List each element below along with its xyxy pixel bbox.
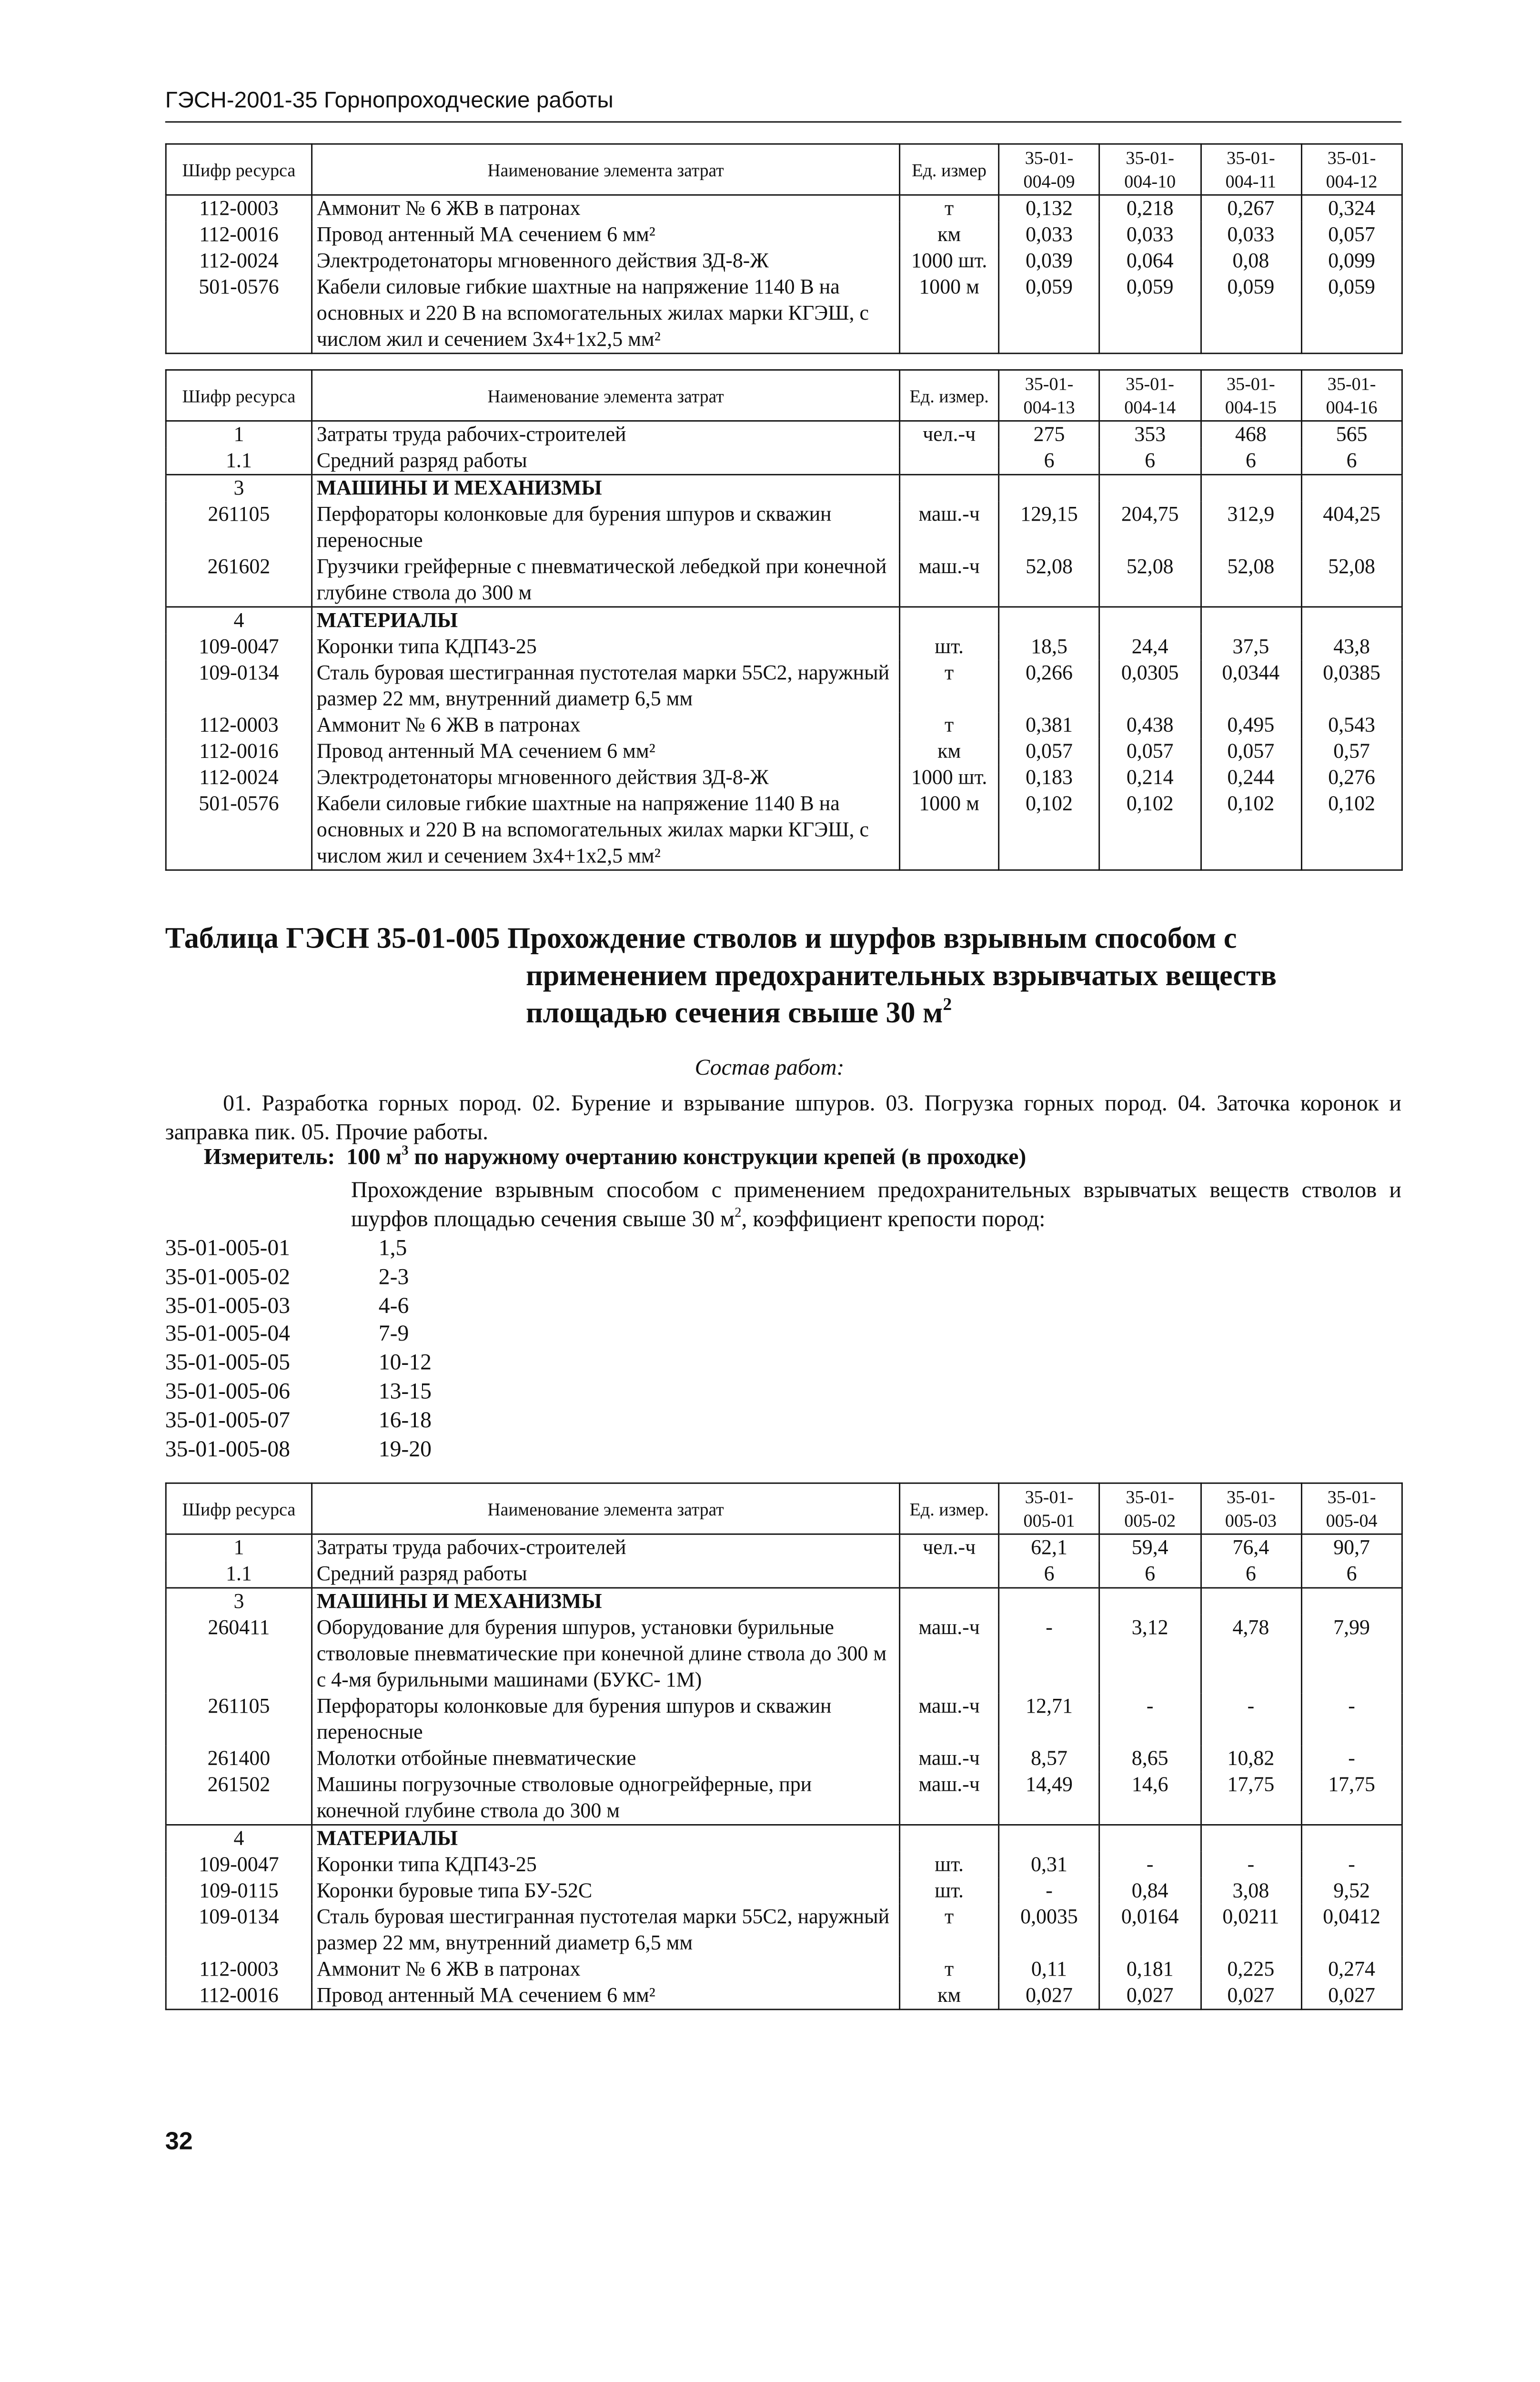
resource-value: - [1200, 1852, 1301, 1878]
resource-code: 261502 [166, 1772, 312, 1825]
resource-value: 0,0412 [1301, 1904, 1402, 1957]
table-row [166, 448, 1402, 474]
resource-code: 3 [166, 1588, 312, 1615]
resource-unit [900, 448, 999, 474]
resource-value: 6 [1301, 1561, 1402, 1588]
resource-unit: км [900, 222, 999, 248]
resource-value: 0,102 [999, 791, 1100, 870]
resource-name: Оборудование для бурения шпуров, установки бурильные стволовые пневматические при конечной длине ствола до 300 м с 4-мя бурильными машинами (БУКС- 1М) [312, 1615, 900, 1693]
resource-name: Коронки типа КДП43-25 [312, 634, 900, 660]
resource-code: 261602 [166, 554, 312, 607]
col-header-variant: 35-01- 005-03 [1200, 1483, 1301, 1534]
resource-value: 312,9 [1200, 502, 1301, 554]
resource-unit: маш.-ч [900, 1772, 999, 1825]
table-row [166, 248, 1402, 274]
resource-table-1 [165, 143, 1403, 354]
col-header-variant: 35-01- 005-04 [1301, 1483, 1402, 1534]
table-row [166, 1588, 1402, 1615]
resource-value: 6 [1200, 448, 1301, 474]
resource-name: Затраты труда рабочих-строителей [312, 1534, 900, 1561]
resource-value: 8,57 [999, 1746, 1100, 1772]
resource-unit: т [900, 712, 999, 738]
table-row [166, 1746, 1402, 1772]
resource-code: 501-0576 [166, 791, 312, 870]
resource-value: - [999, 1878, 1100, 1904]
resource-name: Провод антенный МА сечением 6 мм² [312, 222, 900, 248]
col-header-variant: 35-01- 005-01 [999, 1483, 1100, 1534]
col-header-code: Шифр ресурса [166, 144, 312, 195]
table-row [166, 1693, 1402, 1746]
resource-value: 52,08 [1099, 554, 1200, 607]
table-row [166, 765, 1402, 791]
resource-value: 468 [1200, 421, 1301, 448]
works-list: 01. Разработка горных пород. 02. Бурение и взрывание шпуров. 03. Погрузка горных пород. 04. Заточка коронок и заправка пик. 05. Прочие работы. [165, 1090, 1402, 1145]
table-row [166, 791, 1402, 870]
resource-value: 0,276 [1301, 765, 1402, 791]
col-header-variant: 35-01- 004-13 [999, 370, 1100, 421]
resource-name: Кабели силовые гибкие шахтные на напряжение 1140 В на основных и 220 В на вспомогательных жилах марки КГЭШ, с числом жил и сечением 3х4+1х2,5 мм² [312, 274, 900, 353]
table-row [166, 274, 1402, 353]
resource-code: 109-0047 [166, 634, 312, 660]
resource-table-3 [165, 1483, 1403, 2010]
resource-value: 0,102 [1301, 791, 1402, 870]
variant-value: 4-6 [378, 1292, 409, 1318]
table-row [166, 222, 1402, 248]
resource-unit: маш.-ч [900, 554, 999, 607]
resource-name: Средний разряд работы [312, 1561, 900, 1588]
resource-value [1099, 474, 1200, 501]
table-row [166, 1878, 1402, 1904]
resource-value: 0,057 [1301, 222, 1402, 248]
table-row [166, 1957, 1402, 1983]
section-heading: МАШИНЫ И МЕХАНИЗМЫ [312, 1588, 900, 1615]
resource-name: Провод антенный МА сечением 6 мм² [312, 1983, 900, 2009]
resource-unit: т [900, 660, 999, 712]
table-body [166, 195, 1402, 353]
col-header-name: Наименование элемента затрат [312, 370, 900, 421]
variant-code: 35-01-005-05 [165, 1349, 291, 1375]
variant-row [165, 1406, 432, 1435]
table-row [166, 738, 1402, 765]
resource-unit: чел.-ч [900, 1534, 999, 1561]
resource-code: 3 [166, 474, 312, 501]
resource-name: Электродетонаторы мгновенного действия ЗД-8-Ж [312, 765, 900, 791]
variant-code: 35-01-005-06 [165, 1377, 291, 1404]
resource-name: Электродетонаторы мгновенного действия ЗД-8-Ж [312, 248, 900, 274]
resource-code: 501-0576 [166, 274, 312, 353]
resource-value [999, 1588, 1100, 1615]
resource-table-2 [165, 369, 1403, 871]
col-header-unit: Ед. измер [900, 144, 999, 195]
resource-value: 0,0344 [1200, 660, 1301, 712]
resource-value: 76,4 [1200, 1534, 1301, 1561]
resource-value: 52,08 [1301, 554, 1402, 607]
variant-value: 10-12 [378, 1349, 432, 1375]
section-title [165, 920, 1401, 1032]
variant-value: 2-3 [378, 1263, 409, 1290]
resource-value [1301, 607, 1402, 634]
resource-value: 404,25 [1301, 502, 1402, 554]
resource-code: 1.1 [166, 1561, 312, 1588]
table-body [166, 1534, 1402, 2009]
section-title-line: Таблица ГЭСН 35-01-005 Прохождение стволов и шурфов взрывным способом с [165, 921, 1237, 955]
resource-value: 0,033 [999, 222, 1100, 248]
variant-row [165, 1263, 432, 1292]
resource-value: 14,6 [1099, 1772, 1200, 1825]
variant-code: 35-01-005-08 [165, 1435, 291, 1462]
resource-name: Коронки типа КДП43-25 [312, 1852, 900, 1878]
resource-name: Аммонит № 6 ЖВ в патронах [312, 195, 900, 222]
resource-value: 59,4 [1099, 1534, 1200, 1561]
resource-value: 9,52 [1301, 1878, 1402, 1904]
col-header-variant: 35-01- 004-10 [1099, 144, 1200, 195]
resource-value: 62,1 [999, 1534, 1100, 1561]
resource-value: 0,84 [1099, 1878, 1200, 1904]
resource-unit: км [900, 738, 999, 765]
variant-code: 35-01-005-04 [165, 1320, 291, 1347]
resource-value: 52,08 [999, 554, 1100, 607]
resource-code: 112-0024 [166, 248, 312, 274]
col-header-code: Шифр ресурса [166, 370, 312, 421]
works-heading: Состав работ: [695, 1054, 845, 1080]
resource-value: 0,027 [1301, 1983, 1402, 2009]
resource-name: Средний разряд работы [312, 448, 900, 474]
resource-value: 7,99 [1301, 1615, 1402, 1693]
resource-value: 0,132 [999, 195, 1100, 222]
resource-value: 0,057 [1099, 738, 1200, 765]
resource-unit: шт. [900, 1852, 999, 1878]
resource-name: Кабели силовые гибкие шахтные на напряжение 1140 В на основных и 220 В на вспомогательных жилах марки КГЭШ, с числом жил и сечением 3х4+1х2,5 мм² [312, 791, 900, 870]
resource-unit [900, 1825, 999, 1851]
resource-unit [900, 1588, 999, 1615]
resource-value: 0,0164 [1099, 1904, 1200, 1957]
resource-value [1099, 607, 1200, 634]
resource-code: 261400 [166, 1746, 312, 1772]
table-row [166, 1825, 1402, 1851]
section-heading: МАТЕРИАЛЫ [312, 1825, 900, 1851]
resource-name: Провод антенный МА сечением 6 мм² [312, 738, 900, 765]
resource-unit: 1000 шт. [900, 765, 999, 791]
variants-description: Прохождение взрывным способом с применением предохранительных взрывчатых веществ стволов и шурфов площадью сечения свыше 30 $м^2$, коэффициент крепости пород: [351, 1176, 1402, 1232]
resource-code: 1.1 [166, 448, 312, 474]
section-title-line: применением предохранительных взрывчатых веществ [525, 959, 1277, 992]
resource-value: 0,324 [1301, 195, 1402, 222]
resource-value: 6 [1301, 448, 1402, 474]
resource-value [999, 1825, 1100, 1851]
col-header-unit: Ед. измер. [900, 1483, 999, 1534]
col-header-variant: 35-01- 004-15 [1200, 370, 1301, 421]
resource-value: 17,75 [1200, 1772, 1301, 1825]
resource-value: 0,059 [1301, 274, 1402, 353]
resource-value: 0,099 [1301, 248, 1402, 274]
resource-value: 0,0385 [1301, 660, 1402, 712]
resource-value: 6 [1099, 1561, 1200, 1588]
col-header-variant: 35-01- 004-14 [1099, 370, 1200, 421]
resource-value: 90,7 [1301, 1534, 1402, 1561]
resource-value [1301, 474, 1402, 501]
resource-name: Затраты труда рабочих-строителей [312, 421, 900, 448]
resource-value: 52,08 [1200, 554, 1301, 607]
resource-value: 0,102 [1200, 791, 1301, 870]
table-row [166, 1534, 1402, 1561]
resource-value [1200, 1825, 1301, 1851]
resource-value: 0,057 [999, 738, 1100, 765]
col-header-variant: 35-01- 004-11 [1200, 144, 1301, 195]
resource-unit: т [900, 1904, 999, 1957]
resource-value: 37,5 [1200, 634, 1301, 660]
resource-value: 0,0305 [1099, 660, 1200, 712]
table-row [166, 1852, 1402, 1878]
resource-value: 0,274 [1301, 1957, 1402, 1983]
resource-code: 4 [166, 1825, 312, 1851]
resource-value: 6 [999, 1561, 1100, 1588]
resource-unit: т [900, 1957, 999, 1983]
resource-unit: маш.-ч [900, 1615, 999, 1693]
resource-value: 12,71 [999, 1693, 1100, 1746]
resource-code: 112-0003 [166, 712, 312, 738]
resource-value: 0,244 [1200, 765, 1301, 791]
section-heading: МАШИНЫ И МЕХАНИЗМЫ [312, 474, 900, 501]
table-row [166, 1561, 1402, 1588]
resource-code: 112-0016 [166, 738, 312, 765]
table-row [166, 1983, 1402, 2009]
resource-unit: 1000 м [900, 274, 999, 353]
variant-code: 35-01-005-01 [165, 1234, 291, 1261]
resource-value: 0,543 [1301, 712, 1402, 738]
col-header-name: Наименование элемента затрат [312, 144, 900, 195]
resource-value: 0,059 [1200, 274, 1301, 353]
resource-value: 0,0035 [999, 1904, 1100, 1957]
resource-name: Сталь буровая шестигранная пустотелая марки 55С2, наружный размер 22 мм, внутренний диаметр 6,5 мм [312, 1904, 900, 1957]
table-row [166, 554, 1402, 607]
resource-value: - [1301, 1852, 1402, 1878]
resource-value: 4,78 [1200, 1615, 1301, 1693]
table-row [166, 712, 1402, 738]
variant-code: 35-01-005-07 [165, 1406, 291, 1433]
resource-name: Машины погрузочные стволовые одногрейферные, при конечной глубине ствола до 300 м [312, 1772, 900, 1825]
resource-code: 260411 [166, 1615, 312, 1693]
resource-unit: маш.-ч [900, 502, 999, 554]
variants-list [165, 1234, 432, 1464]
resource-value: 0,495 [1200, 712, 1301, 738]
resource-value: 24,4 [1099, 634, 1200, 660]
resource-code: 112-0016 [166, 222, 312, 248]
resource-code: 4 [166, 607, 312, 634]
resource-value: 0,027 [1200, 1983, 1301, 2009]
resource-value: 14,49 [999, 1772, 1100, 1825]
table-body [166, 421, 1402, 870]
resource-code: 112-0024 [166, 765, 312, 791]
resource-value: 0,0211 [1200, 1904, 1301, 1957]
resource-unit: 1000 шт. [900, 248, 999, 274]
resource-value: 0,183 [999, 765, 1100, 791]
resource-value: 0,214 [1099, 765, 1200, 791]
resource-value: 0,027 [1099, 1983, 1200, 2009]
col-header-unit: Ед. измер. [900, 370, 999, 421]
resource-code: 109-0115 [166, 1878, 312, 1904]
resource-name: Аммонит № 6 ЖВ в патронах [312, 712, 900, 738]
resource-value: 204,75 [1099, 502, 1200, 554]
resource-unit: 1000 м [900, 791, 999, 870]
resource-code: 112-0003 [166, 1957, 312, 1983]
resource-name: Перфораторы колонковые для бурения шпуров и скважин переносные [312, 502, 900, 554]
variant-row [165, 1321, 432, 1349]
resource-code: 112-0016 [166, 1983, 312, 2009]
resource-value: 0,57 [1301, 738, 1402, 765]
resource-value: 0,11 [999, 1957, 1100, 1983]
col-header-variant: 35-01- 004-09 [999, 144, 1100, 195]
page-number: 32 [165, 2127, 193, 2155]
resource-value [1301, 1825, 1402, 1851]
col-header-variant: 35-01- 004-16 [1301, 370, 1402, 421]
resource-value: - [1099, 1852, 1200, 1878]
variant-value: 1,5 [378, 1234, 407, 1261]
resource-value: 3,08 [1200, 1878, 1301, 1904]
resource-value: 0,057 [1200, 738, 1301, 765]
variant-row [165, 1378, 432, 1406]
resource-value: 6 [1099, 448, 1200, 474]
col-header-name: Наименование элемента затрат [312, 1483, 900, 1534]
table-row [166, 421, 1402, 448]
resource-value [1200, 1588, 1301, 1615]
resource-name: Молотки отбойные пневматические [312, 1746, 900, 1772]
resource-value: 353 [1099, 421, 1200, 448]
resource-name: Коронки буровые типа БУ-52С [312, 1878, 900, 1904]
resource-value: 0,267 [1200, 195, 1301, 222]
resource-name: Сталь буровая шестигранная пустотелая марки 55С2, наружный размер 22 мм, внутренний диаметр 6,5 мм [312, 660, 900, 712]
resource-unit: чел.-ч [900, 421, 999, 448]
resource-value: 10,82 [1200, 1746, 1301, 1772]
measure-unit: Измеритель: 100 $м^3$ по наружному очертанию конструкции крепей (в проходке) [203, 1143, 1027, 1170]
resource-value [1099, 1825, 1200, 1851]
resource-code: 261105 [166, 1693, 312, 1746]
table-row [166, 502, 1402, 554]
resource-code: 1 [166, 1534, 312, 1561]
table-row [166, 1772, 1402, 1825]
resource-value [1099, 1588, 1200, 1615]
resource-value [1200, 474, 1301, 501]
resource-code: 109-0134 [166, 1904, 312, 1957]
table-row [166, 634, 1402, 660]
table-row [166, 1615, 1402, 1693]
variant-value: 7-9 [378, 1320, 409, 1347]
col-header-variant: 35-01- 005-02 [1099, 1483, 1200, 1534]
resource-name: Грузчики грейферные с пневматической лебедкой при конечной глубине ствола до 300 м [312, 554, 900, 607]
resource-value: 0,033 [1200, 222, 1301, 248]
resource-name: Аммонит № 6 ЖВ в патронах [312, 1957, 900, 1983]
variant-row [165, 1349, 432, 1378]
table-row [166, 660, 1402, 712]
resource-code: 109-0134 [166, 660, 312, 712]
variant-row [165, 1292, 432, 1321]
resource-code: 112-0003 [166, 195, 312, 222]
resource-value: 0,102 [1099, 791, 1200, 870]
table-row [166, 1904, 1402, 1957]
resource-value: 18,5 [999, 634, 1100, 660]
resource-name: Перфораторы колонковые для бурения шпуров и скважин переносные [312, 1693, 900, 1746]
resource-unit: т [900, 195, 999, 222]
resource-value: 129,15 [999, 502, 1100, 554]
running-header: ГЭСН-2001-35 Горнопроходческие работы [165, 88, 614, 113]
resource-code: 109-0047 [166, 1852, 312, 1878]
section-heading: МАТЕРИАЛЫ [312, 607, 900, 634]
resource-value: 0,027 [999, 1983, 1100, 2009]
resource-value [1200, 607, 1301, 634]
col-header-variant: 35-01- 004-12 [1301, 144, 1402, 195]
variant-row [165, 1234, 432, 1263]
resource-value: 0,225 [1200, 1957, 1301, 1983]
resource-value: 0,218 [1099, 195, 1200, 222]
resource-value: 0,033 [1099, 222, 1200, 248]
resource-unit [900, 474, 999, 501]
resource-unit: шт. [900, 1878, 999, 1904]
resource-unit: маш.-ч [900, 1693, 999, 1746]
resource-value [999, 474, 1100, 501]
resource-value: - [999, 1615, 1100, 1693]
resource-value: 0,039 [999, 248, 1100, 274]
resource-unit [900, 607, 999, 634]
table-row [166, 474, 1402, 501]
resource-value: 43,8 [1301, 634, 1402, 660]
resource-value: 3,12 [1099, 1615, 1200, 1693]
variant-value: 19-20 [378, 1435, 432, 1462]
resource-value: - [1301, 1746, 1402, 1772]
resource-value: - [1099, 1693, 1200, 1746]
resource-unit: маш.-ч [900, 1746, 999, 1772]
resource-value: 6 [1200, 1561, 1301, 1588]
variant-value: 16-18 [378, 1406, 432, 1433]
section-title-line: площадью сечения свыше 30 $м^2$ [525, 994, 952, 1030]
resource-value: 0,064 [1099, 248, 1200, 274]
header-rule [165, 121, 1401, 122]
variant-code: 35-01-005-03 [165, 1292, 291, 1318]
resource-value: 8,65 [1099, 1746, 1200, 1772]
resource-unit: шт. [900, 634, 999, 660]
resource-value: 6 [999, 448, 1100, 474]
resource-value: 0,31 [999, 1852, 1100, 1878]
resource-value [1301, 1588, 1402, 1615]
variant-code: 35-01-005-02 [165, 1263, 291, 1290]
resource-value: 0,08 [1200, 248, 1301, 274]
resource-unit [900, 1561, 999, 1588]
resource-value: - [1301, 1693, 1402, 1746]
resource-value: - [1200, 1693, 1301, 1746]
resource-code: 261105 [166, 502, 312, 554]
resource-value: 17,75 [1301, 1772, 1402, 1825]
resource-value: 0,438 [1099, 712, 1200, 738]
resource-value: 565 [1301, 421, 1402, 448]
table-row [166, 195, 1402, 222]
resource-value: 0,181 [1099, 1957, 1200, 1983]
resource-code: 1 [166, 421, 312, 448]
resource-unit: км [900, 1983, 999, 2009]
resource-value: 275 [999, 421, 1100, 448]
resource-value: 0,059 [999, 274, 1100, 353]
table-row [166, 607, 1402, 634]
variant-row [165, 1435, 432, 1464]
resource-value [999, 607, 1100, 634]
col-header-code: Шифр ресурса [166, 1483, 312, 1534]
variant-value: 13-15 [378, 1377, 432, 1404]
resource-value: 0,381 [999, 712, 1100, 738]
resource-value: 0,266 [999, 660, 1100, 712]
resource-value: 0,059 [1099, 274, 1200, 353]
